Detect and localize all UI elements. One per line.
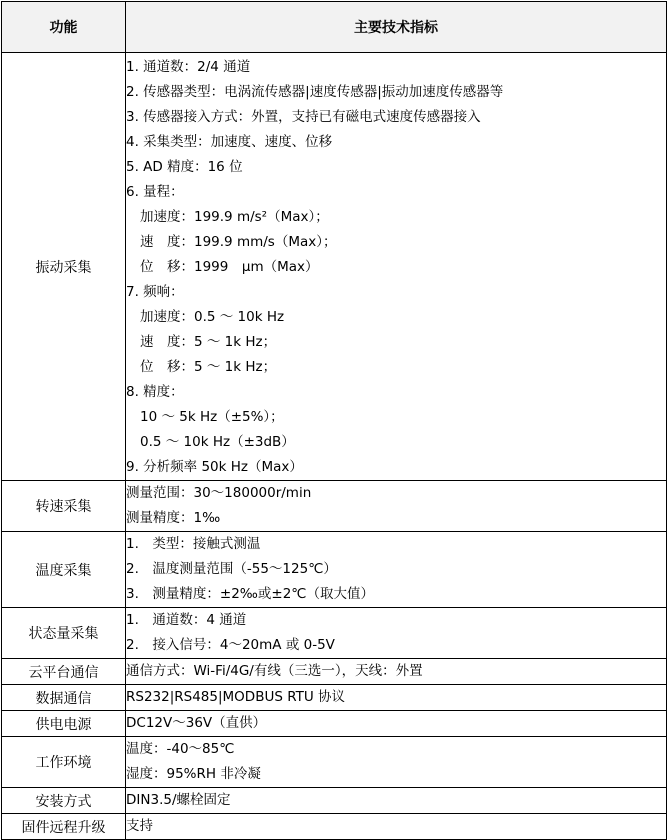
spec-cell xyxy=(126,53,667,481)
spec-cell xyxy=(126,532,667,608)
spec-line: 速 度：199.9 mm/s（Max）； xyxy=(140,234,337,250)
spec-cell xyxy=(126,711,667,737)
table-row xyxy=(2,608,667,659)
table-row xyxy=(2,711,667,737)
spec-cell xyxy=(126,481,667,532)
spec-line: 通信方式：Wi-Fi/4G/有线（三选一），天线：外置 xyxy=(126,663,423,679)
spec-line: 5. AD 精度：16 位 xyxy=(126,159,243,175)
spec-cell xyxy=(126,814,667,840)
header-spec: 主要技术指标 xyxy=(126,2,667,53)
spec-line: DC12V～36V（直供） xyxy=(126,715,267,731)
spec-line: 1. 通道数：4 通道 xyxy=(126,612,247,628)
header-row xyxy=(2,2,667,53)
spec-line: 加速度：0.5 ～ 10k Hz xyxy=(140,309,285,325)
spec-cell xyxy=(126,659,667,685)
table-row xyxy=(2,53,667,481)
spec-line: 温度：-40～85℃ xyxy=(126,741,235,757)
spec-line: 加速度：199.9 m/s²（Max）； xyxy=(140,209,329,225)
function-cell: 供电电源 xyxy=(2,711,126,737)
spec-line: 3. 传感器接入方式：外置，支持已有磁电式速度传感器接入 xyxy=(126,109,481,125)
function-cell: 数据通信 xyxy=(2,685,126,711)
spec-line: 测量精度：1‰ xyxy=(126,510,221,526)
table-row xyxy=(2,532,667,608)
function-cell: 状态量采集 xyxy=(2,608,126,659)
spec-line: 湿度：95%RH 非冷凝 xyxy=(126,766,261,782)
table-row xyxy=(2,737,667,788)
function-cell: 转速采集 xyxy=(2,481,126,532)
spec-line: 2. 接入信号：4～20mA 或 0-5V xyxy=(126,637,335,653)
spec-line: 10 ～ 5k Hz（±5%）； xyxy=(140,409,284,425)
spec-line: 9. 分析频率 50k Hz（Max） xyxy=(126,459,303,475)
spec-cell xyxy=(126,788,667,814)
spec-line: 6. 量程： xyxy=(126,184,184,200)
spec-line: 位 移：5 ～ 1k Hz； xyxy=(140,359,277,375)
spec-table xyxy=(1,1,667,840)
spec-cell xyxy=(126,685,667,711)
table-row xyxy=(2,659,667,685)
spec-line: 2. 传感器类型：电涡流传感器|速度传感器|振动加速度传感器等 xyxy=(126,84,504,100)
spec-line: 测量范围：30～180000r/min xyxy=(126,485,312,501)
spec-line: 7. 频响： xyxy=(126,284,184,300)
header-function: 功能 xyxy=(2,2,126,53)
spec-line: 0.5 ～ 10k Hz（±3dB） xyxy=(140,434,295,450)
spec-line: 2. 温度测量范围（-55～125℃） xyxy=(126,561,337,577)
spec-line: RS232|RS485|MODBUS RTU 协议 xyxy=(126,689,346,705)
table-row xyxy=(2,685,667,711)
spec-line: 位 移：1999 μm（Max） xyxy=(140,259,319,275)
spec-line: 4. 采集类型：加速度、速度、位移 xyxy=(126,134,333,150)
spec-line: 8. 精度： xyxy=(126,384,184,400)
function-cell: 振动采集 xyxy=(2,53,126,481)
function-cell: 固件远程升级 xyxy=(2,814,126,840)
spec-line: 1. 类型：接触式测温 xyxy=(126,536,261,552)
spec-line: 3. 测量精度：±2‰或±2℃（取大值） xyxy=(126,586,374,602)
spec-cell xyxy=(126,737,667,788)
function-cell: 温度采集 xyxy=(2,532,126,608)
spec-line: 支持 xyxy=(126,818,153,834)
function-cell: 工作环境 xyxy=(2,737,126,788)
table-row xyxy=(2,788,667,814)
spec-line: DIN3.5/螺栓固定 xyxy=(126,792,231,808)
table-row xyxy=(2,814,667,840)
spec-cell xyxy=(126,608,667,659)
function-cell: 云平台通信 xyxy=(2,659,126,685)
function-cell: 安装方式 xyxy=(2,788,126,814)
spec-line: 1. 通道数：2/4 通道 xyxy=(126,59,251,75)
spec-line: 速 度：5 ～ 1k Hz； xyxy=(140,334,277,350)
table-row xyxy=(2,481,667,532)
